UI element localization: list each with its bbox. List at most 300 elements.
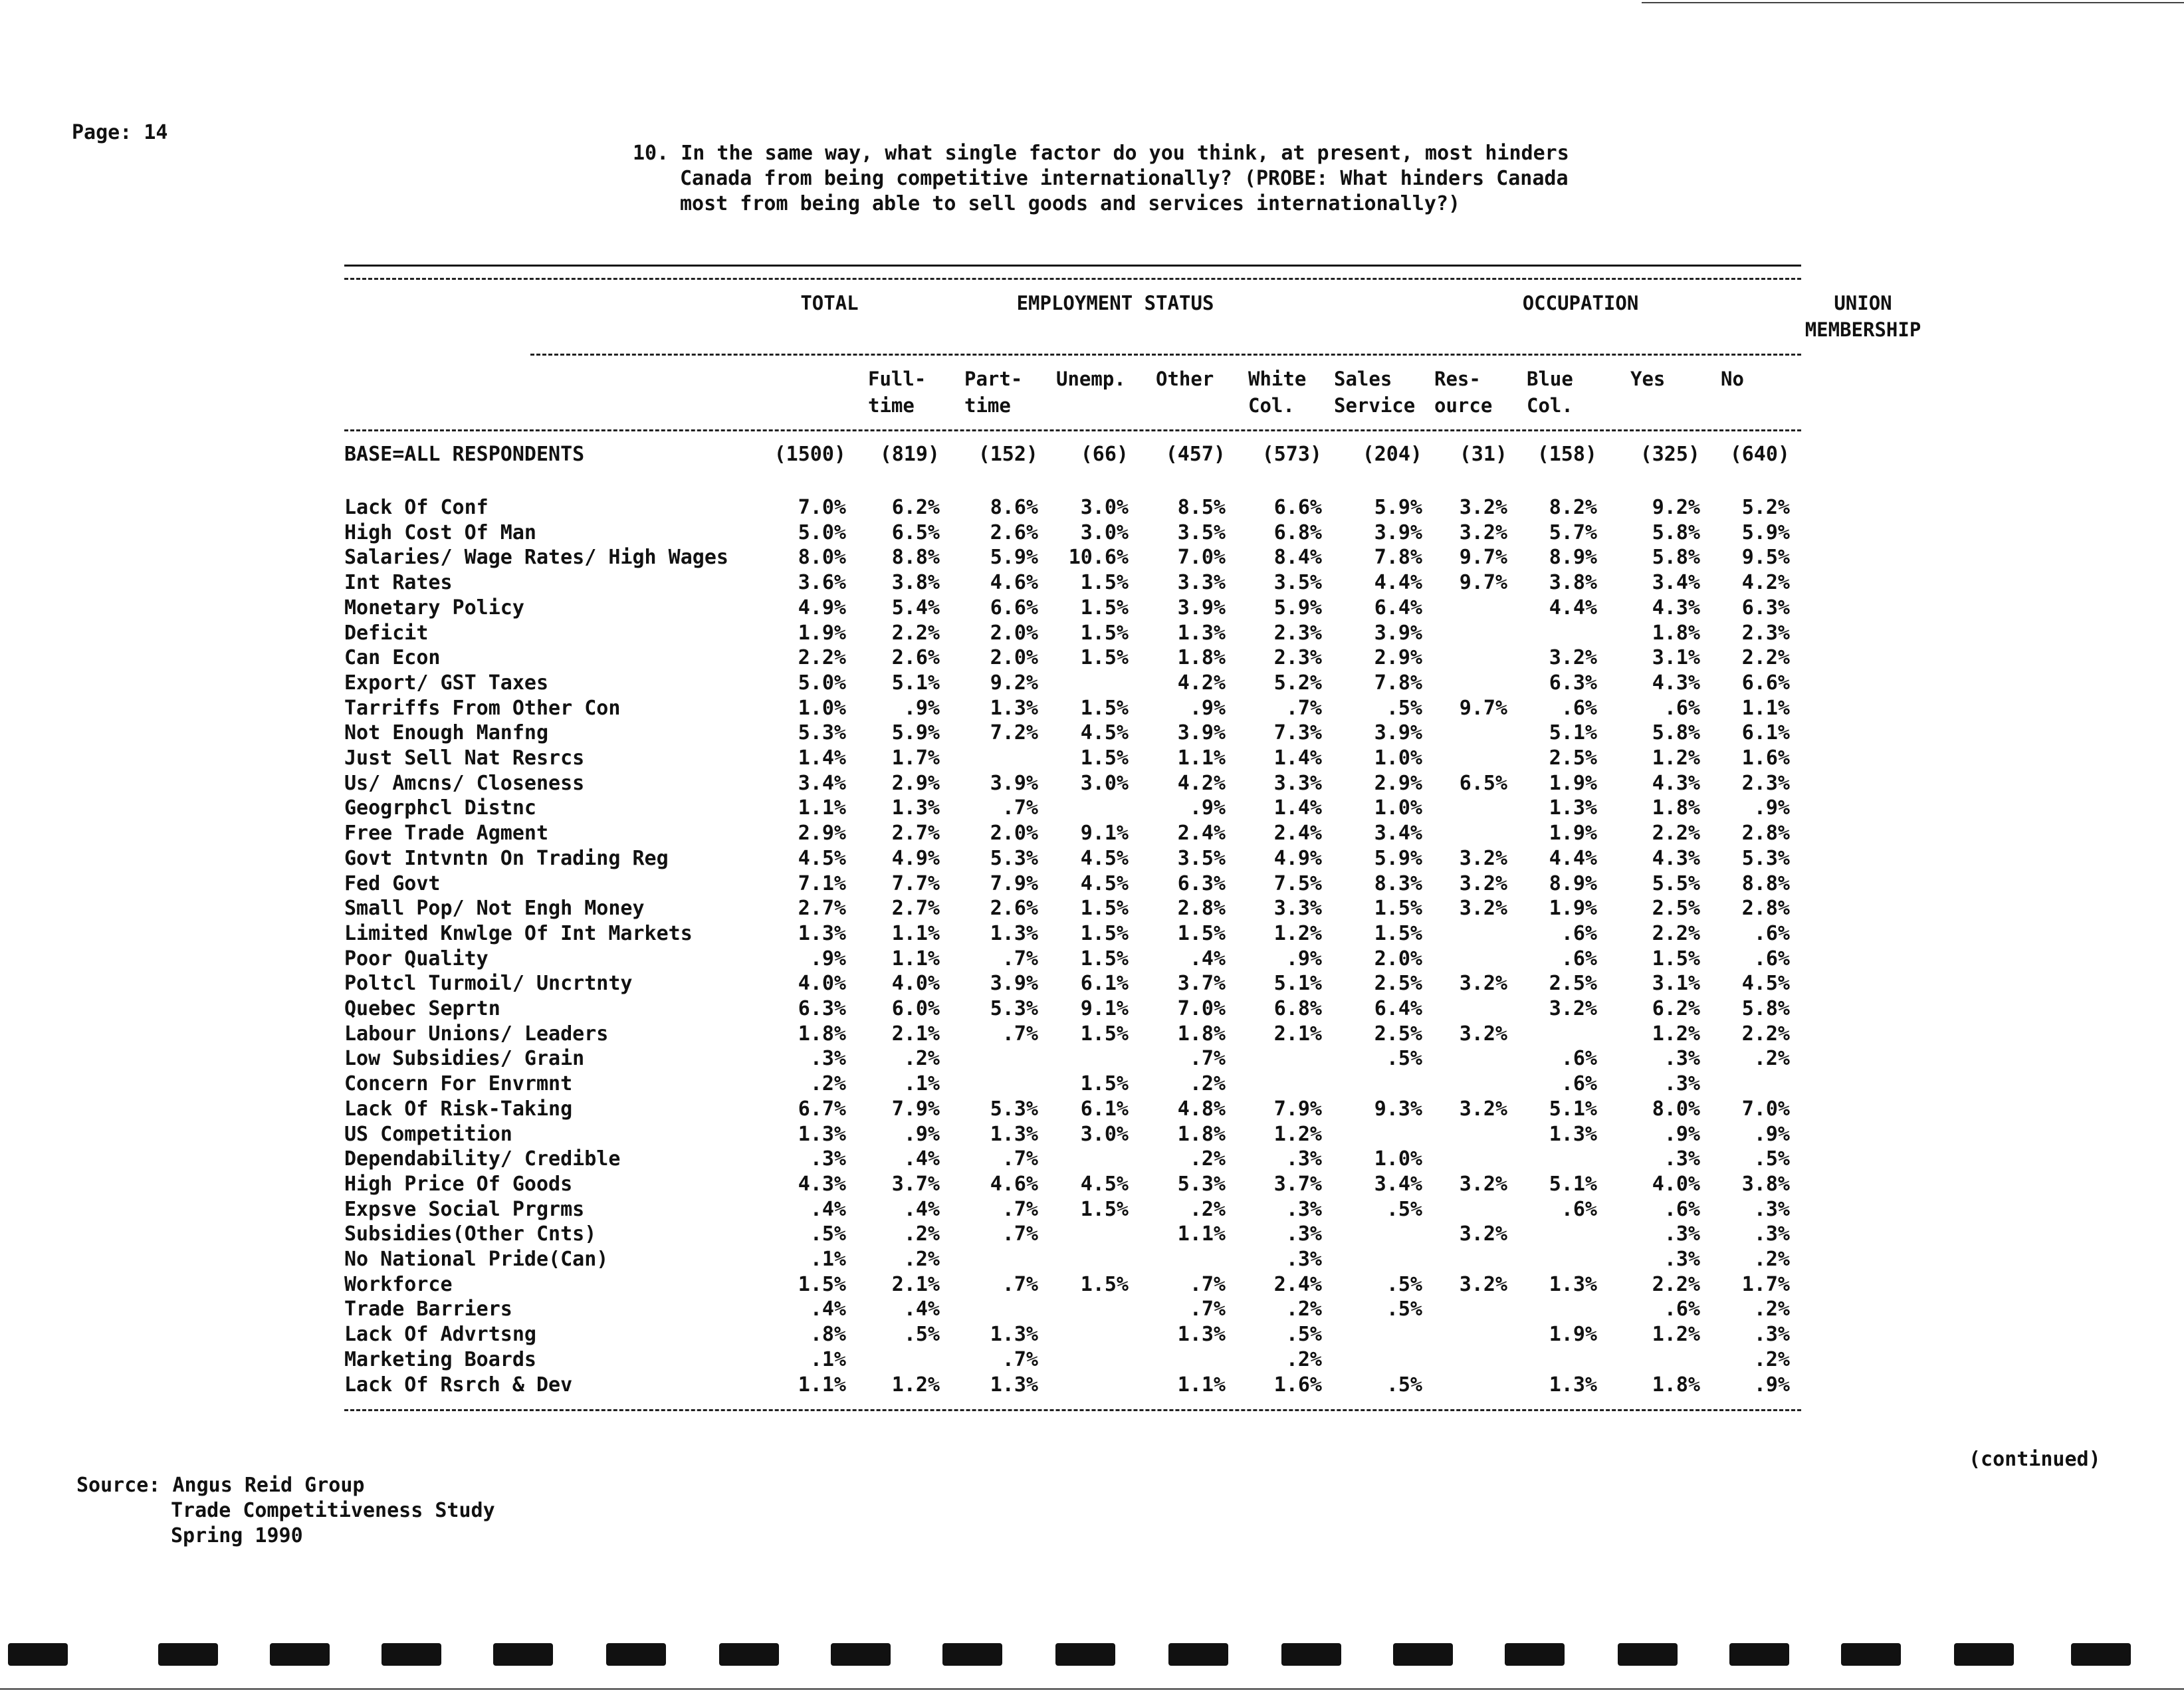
cell-value: 3.9%	[1177, 721, 1226, 745]
row-label: Lack Of Risk-Taking	[344, 1097, 573, 1121]
source-note	[76, 1473, 495, 1549]
cell-value: .6%	[1561, 696, 1597, 720]
cell-value: 8.2%	[1549, 496, 1597, 519]
cell-value: 1.2%	[1273, 921, 1322, 945]
footer-block	[1729, 1643, 1789, 1666]
row-label: Govt Intvntn On Trading Reg	[344, 846, 669, 870]
continued-note: (continued)	[1969, 1448, 2101, 1471]
row-label: No National Pride(Can)	[344, 1248, 609, 1271]
cell-value: 1.5%	[1652, 947, 1700, 970]
cell-value: 5.8%	[1652, 546, 1700, 570]
cell-value: 4.6%	[990, 571, 1038, 595]
survey-question	[633, 141, 1569, 217]
header-union-membership: UNION MEMBERSHIP	[1804, 292, 1921, 341]
cell-value: 1.5%	[798, 1272, 846, 1296]
cell-value: .6%	[1561, 1197, 1597, 1221]
table-row	[344, 646, 1801, 671]
cell-value: 9.7%	[1459, 571, 1507, 595]
table-row	[344, 1323, 1801, 1348]
cell-value: 1.5%	[1080, 646, 1129, 670]
cell-value: .3%	[810, 1147, 846, 1171]
cell-value: .1%	[810, 1248, 846, 1271]
cell-value: 2.0%	[990, 646, 1038, 670]
cell-value: 5.8%	[1652, 520, 1700, 544]
cell-value: 1.9%	[798, 621, 846, 645]
footer-block	[1618, 1643, 1678, 1666]
cell-value: .3%	[1664, 1047, 1700, 1071]
cell-value: 1.3%	[990, 1373, 1038, 1397]
table-row	[344, 496, 1801, 521]
cell-value: 2.7%	[891, 897, 940, 921]
cell-value: 5.9%	[1374, 496, 1422, 519]
cell-value: 3.3%	[1177, 571, 1226, 595]
cell-value: 3.2%	[1459, 1272, 1507, 1296]
cell-value: .5%	[903, 1323, 940, 1347]
table-row	[344, 1123, 1801, 1148]
cell-value: .7%	[1002, 1197, 1038, 1221]
cell-value: 1.3%	[1177, 1323, 1226, 1347]
cell-value: 5.0%	[798, 671, 846, 695]
cell-value: 2.2%	[1652, 1272, 1700, 1296]
cell-value: .8%	[810, 1323, 846, 1347]
cell-value: .6%	[1561, 1047, 1597, 1071]
cell-value: 7.8%	[1374, 671, 1422, 695]
cell-value: 3.9%	[990, 972, 1038, 996]
cell-value: .4%	[903, 1197, 940, 1221]
cell-value: 1.4%	[1273, 746, 1322, 770]
cell-value: .7%	[1002, 1222, 1038, 1246]
cell-value: 1.1%	[1177, 1222, 1226, 1246]
question-line-2: Canada from being competitive internationally? (PROBE: What hinders Canada	[680, 167, 1569, 190]
source-line-1: Source: Angus Reid Group	[76, 1474, 365, 1497]
row-label: Poltcl Turmoil/ Uncrtnty	[344, 972, 633, 996]
row-label: Export/ GST Taxes	[344, 671, 549, 695]
footer-block	[493, 1643, 553, 1666]
cell-value: .1%	[903, 1072, 940, 1096]
row-label: US Competition	[344, 1122, 512, 1146]
cell-value: 8.0%	[1652, 1097, 1700, 1121]
cell-value: 1.5%	[1177, 921, 1226, 945]
footer-block	[2071, 1643, 2131, 1666]
cell-value: 2.8%	[1741, 822, 1790, 846]
row-label: Free Trade Agment	[344, 822, 549, 846]
cell-value: 1.1%	[798, 796, 846, 820]
cell-value: .3%	[1285, 1222, 1322, 1246]
footer-block	[942, 1643, 1002, 1666]
base-row	[344, 443, 1801, 468]
base-value: (1500)	[774, 443, 846, 466]
row-label: Labour Unions/ Leaders	[344, 1022, 609, 1046]
table-row	[344, 1297, 1801, 1323]
cell-value: 6.1%	[1080, 1097, 1129, 1121]
cell-value: .5%	[810, 1222, 846, 1246]
cell-value: 1.1%	[1177, 1373, 1226, 1397]
cell-value: 6.2%	[1652, 997, 1700, 1020]
footer-block	[1841, 1643, 1901, 1666]
cell-value: 1.3%	[990, 1122, 1038, 1146]
cell-value: 6.4%	[1374, 997, 1422, 1020]
cell-value: 1.9%	[1549, 1323, 1597, 1347]
cell-value: 2.1%	[891, 1022, 940, 1046]
row-label: Us/ Amcns/ Closeness	[344, 771, 585, 795]
row-label: Tarriffs From Other Con	[344, 696, 621, 720]
header-bottom-dashed-rule	[344, 429, 1801, 431]
cell-value: 9.7%	[1459, 696, 1507, 720]
cell-value: .7%	[1189, 1272, 1226, 1296]
cell-value: 2.9%	[1374, 771, 1422, 795]
row-label: Concern For Envrmnt	[344, 1072, 573, 1096]
cell-value: .4%	[810, 1297, 846, 1321]
cell-value: 3.9%	[1177, 596, 1226, 620]
cell-value: 1.4%	[1273, 796, 1322, 820]
cell-value: 1.5%	[1374, 921, 1422, 945]
cell-value: 5.1%	[1549, 1097, 1597, 1121]
cell-value: 1.5%	[1080, 947, 1129, 970]
cell-value: 2.7%	[891, 822, 940, 846]
cell-value: 3.2%	[1459, 496, 1507, 519]
cell-value: 8.3%	[1374, 871, 1422, 895]
cell-value: 4.4%	[1549, 846, 1597, 870]
cell-value: 3.3%	[1273, 771, 1322, 795]
row-label: Marketing Boards	[344, 1347, 536, 1371]
cell-value: 4.6%	[990, 1172, 1038, 1196]
cell-value: 1.8%	[1652, 796, 1700, 820]
cell-value: 4.0%	[891, 972, 940, 996]
cell-value: 5.0%	[798, 520, 846, 544]
cell-value: 1.3%	[1177, 621, 1226, 645]
column-subheader: Unemp.	[1056, 368, 1126, 390]
cell-value: .9%	[1664, 1122, 1700, 1146]
cell-value: 1.8%	[1652, 1373, 1700, 1397]
cell-value: 3.9%	[1374, 520, 1422, 544]
cell-value: 3.0%	[1080, 1122, 1129, 1146]
cell-value: 1.1%	[1741, 696, 1790, 720]
header-employment-status: EMPLOYMENT STATUS	[1016, 292, 1214, 314]
cell-value: 5.3%	[990, 846, 1038, 870]
cell-value: 2.1%	[891, 1272, 940, 1296]
cell-value: 7.7%	[891, 871, 940, 895]
cell-value: 7.8%	[1374, 546, 1422, 570]
cell-value: 1.2%	[1652, 1022, 1700, 1046]
footer-block	[606, 1643, 666, 1666]
cell-value: 5.9%	[891, 721, 940, 745]
cell-value: 5.9%	[1741, 520, 1790, 544]
row-label: Subsidies(Other Cnts)	[344, 1222, 597, 1246]
cell-value: 2.0%	[990, 822, 1038, 846]
base-value: (325)	[1640, 443, 1700, 466]
cell-value: 6.3%	[1177, 871, 1226, 895]
cell-value: 1.5%	[1080, 897, 1129, 921]
table-row	[344, 822, 1801, 847]
cell-value: 7.9%	[891, 1097, 940, 1121]
cell-value: 3.0%	[1080, 771, 1129, 795]
cell-value: 7.0%	[1177, 546, 1226, 570]
top-edge-line	[1642, 2, 2184, 3]
cell-value: 5.1%	[891, 671, 940, 695]
cell-value: 6.6%	[1741, 671, 1790, 695]
cell-value: 4.8%	[1177, 1097, 1226, 1121]
cell-value: 5.1%	[1549, 721, 1597, 745]
cell-value: .2%	[1189, 1147, 1226, 1171]
table-row	[344, 697, 1801, 722]
row-label: Poor Quality	[344, 947, 489, 970]
cell-value: 1.0%	[798, 696, 846, 720]
cell-value: 3.7%	[1177, 972, 1226, 996]
column-subheader: No	[1721, 368, 1744, 390]
cell-value: 2.3%	[1741, 621, 1790, 645]
cell-value: 6.8%	[1273, 997, 1322, 1020]
table-row	[344, 1248, 1801, 1273]
cell-value: 3.2%	[1459, 897, 1507, 921]
cell-value: .9%	[1753, 1122, 1790, 1146]
footer-block	[270, 1643, 330, 1666]
table-row	[344, 847, 1801, 872]
table-row	[344, 1097, 1801, 1123]
cell-value: .2%	[903, 1248, 940, 1271]
cell-value: 6.0%	[891, 997, 940, 1020]
cell-value: 6.7%	[798, 1097, 846, 1121]
cell-value: .5%	[1386, 1272, 1422, 1296]
row-label: Salaries/ Wage Rates/ High Wages	[344, 546, 728, 570]
column-subheader: Sales Service	[1334, 368, 1416, 417]
cell-value: 2.4%	[1273, 822, 1322, 846]
cell-value: 1.3%	[891, 796, 940, 820]
table-row	[344, 972, 1801, 997]
cell-value: 1.5%	[1080, 1272, 1129, 1296]
cell-value: 1.3%	[1549, 1122, 1597, 1146]
cell-value: 5.3%	[798, 721, 846, 745]
cell-value: .4%	[810, 1197, 846, 1221]
cell-value: 10.6%	[1068, 546, 1129, 570]
cell-value: 4.3%	[1652, 846, 1700, 870]
cell-value: 6.3%	[1741, 596, 1790, 620]
cell-value: 1.8%	[1177, 1122, 1226, 1146]
cell-value: .3%	[1664, 1072, 1700, 1096]
cell-value: .6%	[1664, 696, 1700, 720]
cell-value: 4.5%	[1080, 846, 1129, 870]
row-label: Int Rates	[344, 571, 453, 595]
cell-value: 4.9%	[798, 596, 846, 620]
cell-value: 8.5%	[1177, 496, 1226, 519]
cell-value: .2%	[1189, 1197, 1226, 1221]
row-label: Small Pop/ Not Engh Money	[344, 897, 645, 921]
cell-value: 3.9%	[990, 771, 1038, 795]
cell-value: 7.9%	[990, 871, 1038, 895]
table-row	[344, 922, 1801, 947]
cell-value: 2.3%	[1741, 771, 1790, 795]
cell-value: .9%	[1189, 696, 1226, 720]
cell-value: 8.4%	[1273, 546, 1322, 570]
footer-block	[382, 1643, 441, 1666]
cell-value: .9%	[903, 1122, 940, 1146]
cell-value: 4.9%	[891, 846, 940, 870]
row-label: Quebec Seprtn	[344, 997, 500, 1020]
cell-value: 3.2%	[1459, 1097, 1507, 1121]
cell-value: .2%	[1189, 1072, 1226, 1096]
cell-value: 1.5%	[1374, 897, 1422, 921]
cell-value: .3%	[1664, 1147, 1700, 1171]
table-top-dashed-rule	[344, 278, 1801, 280]
cell-value: .3%	[1285, 1197, 1322, 1221]
cell-value: 4.5%	[1080, 721, 1129, 745]
cell-value: 5.4%	[891, 596, 940, 620]
base-value: (640)	[1729, 443, 1790, 466]
cell-value: 4.0%	[798, 972, 846, 996]
column-subheader: Part- time	[964, 368, 1023, 417]
table-top-solid-rule	[344, 265, 1801, 267]
cell-value: .9%	[903, 696, 940, 720]
cell-value: 6.4%	[1374, 596, 1422, 620]
table-row	[344, 897, 1801, 922]
cell-value: 9.7%	[1459, 546, 1507, 570]
cell-value: 3.9%	[1374, 621, 1422, 645]
question-line-3: most from being able to sell goods and services internationally?)	[680, 192, 1460, 215]
cell-value: 9.1%	[1080, 822, 1129, 846]
cell-value: 1.0%	[1374, 796, 1422, 820]
cell-value: 1.0%	[1374, 1147, 1422, 1171]
cell-value: 5.5%	[1652, 871, 1700, 895]
cell-value: .2%	[810, 1072, 846, 1096]
table-row	[344, 1072, 1801, 1097]
cell-value: 1.8%	[1652, 621, 1700, 645]
cell-value: 1.9%	[1549, 771, 1597, 795]
cell-value: .3%	[1664, 1222, 1700, 1246]
cell-value: .7%	[1002, 1147, 1038, 1171]
cell-value: 3.4%	[1374, 822, 1422, 846]
footer-block	[1281, 1643, 1341, 1666]
cell-value: .2%	[1753, 1347, 1790, 1371]
cell-value: 2.4%	[1177, 822, 1226, 846]
cell-value: 5.9%	[990, 546, 1038, 570]
cell-value: 7.3%	[1273, 721, 1322, 745]
cell-value: .4%	[903, 1297, 940, 1321]
row-label: Expsve Social Prgrms	[344, 1197, 585, 1221]
cell-value: .2%	[903, 1047, 940, 1071]
row-label: Lack Of Rsrch & Dev	[344, 1373, 573, 1397]
cell-value: 6.8%	[1273, 520, 1322, 544]
cell-value: 7.0%	[1177, 997, 1226, 1020]
cell-value: 2.9%	[798, 822, 846, 846]
cell-value: .9%	[1753, 796, 1790, 820]
base-value: (573)	[1261, 443, 1322, 466]
column-subheader: White Col.	[1248, 368, 1307, 417]
cell-value: 3.0%	[1080, 496, 1129, 519]
cell-value: .3%	[810, 1047, 846, 1071]
cell-value: 1.2%	[891, 1373, 940, 1397]
column-subheader: Blue Col.	[1527, 368, 1573, 417]
table-row	[344, 1273, 1801, 1298]
cell-value: 4.0%	[1652, 1172, 1700, 1196]
footer-block	[1505, 1643, 1565, 1666]
cell-value: .9%	[810, 947, 846, 970]
cell-value: 3.1%	[1652, 646, 1700, 670]
cell-value: 2.2%	[798, 646, 846, 670]
cell-value: 5.8%	[1652, 721, 1700, 745]
base-value: (457)	[1165, 443, 1226, 466]
cell-value: 5.7%	[1549, 520, 1597, 544]
table-row	[344, 947, 1801, 972]
footer-block	[831, 1643, 891, 1666]
row-label: Not Enough Manfng	[344, 721, 549, 745]
cell-value: .7%	[1002, 1272, 1038, 1296]
column-subheader: Other	[1156, 368, 1214, 390]
cell-value: 2.2%	[1741, 646, 1790, 670]
cell-value: 5.3%	[990, 997, 1038, 1020]
cell-value: 3.0%	[1080, 520, 1129, 544]
cell-value: 2.8%	[1177, 897, 1226, 921]
cell-value: 1.2%	[1652, 1323, 1700, 1347]
header-occupation: OCCUPATION	[1522, 292, 1639, 314]
table-row	[344, 1373, 1801, 1399]
cell-value: 2.5%	[1374, 1022, 1422, 1046]
row-label: Monetary Policy	[344, 596, 524, 620]
cell-value: 4.3%	[1652, 771, 1700, 795]
cell-value: 4.5%	[1080, 1172, 1129, 1196]
cell-value: .2%	[1753, 1047, 1790, 1071]
cell-value: 3.5%	[1177, 520, 1226, 544]
source-line-2: Trade Competitiveness Study	[171, 1499, 495, 1522]
table-row	[344, 721, 1801, 746]
cell-value: 2.5%	[1549, 972, 1597, 996]
cell-value: 2.2%	[1652, 921, 1700, 945]
cell-value: .2%	[903, 1222, 940, 1246]
cell-value: 8.0%	[798, 546, 846, 570]
cell-value: 1.4%	[798, 746, 846, 770]
cell-value: 4.2%	[1177, 771, 1226, 795]
cell-value: 1.1%	[891, 947, 940, 970]
cell-value: 4.5%	[798, 846, 846, 870]
cell-value: .6%	[1664, 1197, 1700, 1221]
cell-value: 5.3%	[1177, 1172, 1226, 1196]
base-value: (66)	[1080, 443, 1129, 466]
cell-value: 4.3%	[1652, 596, 1700, 620]
table-row	[344, 1173, 1801, 1198]
cell-value: 2.4%	[1273, 1272, 1322, 1296]
table-row	[344, 772, 1801, 797]
cell-value: 7.2%	[990, 721, 1038, 745]
row-label: Trade Barriers	[344, 1297, 512, 1321]
cell-value: 7.9%	[1273, 1097, 1322, 1121]
results-table	[344, 286, 1921, 1416]
cell-value: 8.8%	[1741, 871, 1790, 895]
cell-value: .6%	[1753, 921, 1790, 945]
cell-value: 3.2%	[1459, 520, 1507, 544]
cell-value: 4.3%	[1652, 671, 1700, 695]
cell-value: 1.6%	[1741, 746, 1790, 770]
cell-value: .2%	[1753, 1297, 1790, 1321]
cell-value: .7%	[1189, 1047, 1226, 1071]
table-row	[344, 671, 1801, 697]
cell-value: 3.7%	[1273, 1172, 1322, 1196]
table-row	[344, 1348, 1801, 1373]
table-row	[344, 546, 1801, 571]
cell-value: .5%	[1386, 1047, 1422, 1071]
cell-value: 5.8%	[1741, 997, 1790, 1020]
cell-value: 5.9%	[1273, 596, 1322, 620]
cell-value: 1.5%	[1080, 571, 1129, 595]
cell-value: 6.6%	[990, 596, 1038, 620]
cell-value: 4.2%	[1177, 671, 1226, 695]
cell-value: .4%	[1189, 947, 1226, 970]
cell-value: .5%	[1386, 696, 1422, 720]
cell-value: 2.2%	[1741, 1022, 1790, 1046]
cell-value: .2%	[1753, 1248, 1790, 1271]
footer-block	[1168, 1643, 1228, 1666]
cell-value: 8.8%	[891, 546, 940, 570]
base-value: (31)	[1459, 443, 1507, 466]
cell-value: 3.2%	[1459, 972, 1507, 996]
cell-value: 2.6%	[990, 897, 1038, 921]
